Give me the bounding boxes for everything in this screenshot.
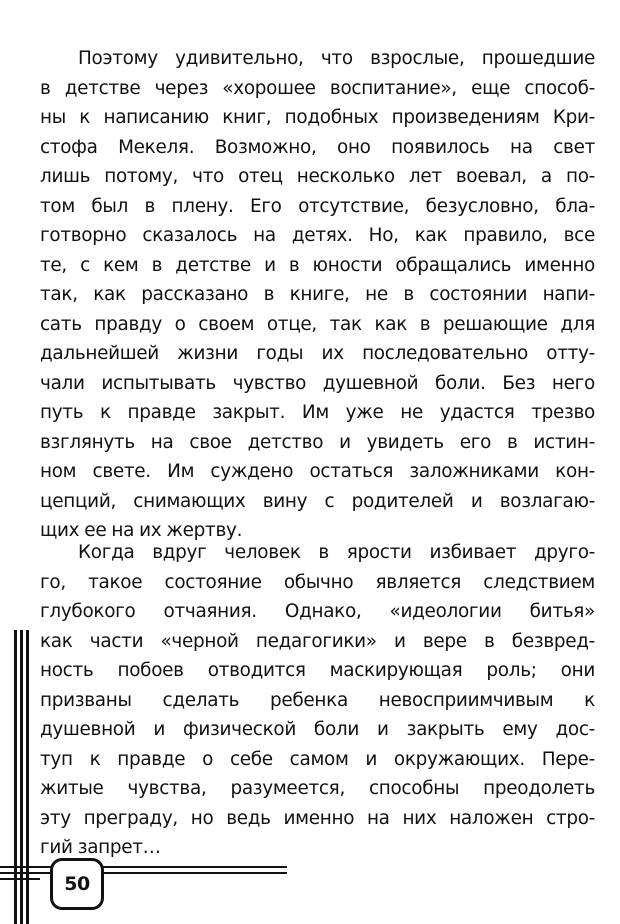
text-line: Когда вдруг человек в ярости избивает друго- [78,542,595,563]
text-line: Поэтому удивительно, что взрослые, прошедшие [78,48,595,69]
text-line: том был в плену. Его отсутствие, безусловно, бла- [40,195,595,217]
text-line: чали испытывать чувство душевной боли. Без него [40,372,595,394]
text-line: взглянуть на свое детство и увидеть его в истин- [40,431,595,453]
text-line: те, с кем в детстве и в юности обращались именно [40,254,595,276]
text-line: ны к написанию книг, подобных произведениям Кри- [40,107,595,128]
text-line: сать правду о своем отце, так как в решающие для [40,313,595,335]
page-number: 50 [64,873,90,895]
text-line: душевной и физической боли и закрыть ему дос- [40,719,595,740]
text-line: ном свете. Им суждено остаться заложниками кон- [40,461,595,482]
text-line: житые чувства, разумеется, способны преодолеть [40,778,595,799]
footer-rule [0,878,40,880]
text-line: гий запрет… [40,837,161,858]
text-line: готворно сказалось на детях. Но, как правило, все [40,225,595,246]
footer-rule [0,872,287,874]
text-line: туп к правде о себе самом и окружающих. Пере- [40,748,595,770]
text-line: в детстве через «хорошее воспитание», еще способ- [40,77,595,99]
text-line: цепций, снимающих вину с родителей и возлагаю- [40,490,595,512]
text-line: ность побоев отводится маскирующая роль; они [40,660,595,681]
text-line: призваны сделать ребенка невосприимчивым к [40,689,595,711]
text-line: так, как рассказано в книге, не в состоянии напи- [40,284,595,305]
text-line: эту преграду, но ведь именно на них наложен стро- [40,807,595,829]
text-line: глубокого отчаяния. Однако, «идеологии битья» [40,601,595,622]
text-line: как части «черной педагогики» и вере в безвред- [40,630,595,652]
page-number-frame [50,858,104,910]
text-line: лишь потому, что отец несколько лет воевал, а по- [40,166,595,187]
paragraph-2 [40,538,595,863]
text-line: стофа Мекеля. Возможно, оно появилось на свет [40,136,595,158]
paragraph-1 [40,44,595,546]
text-line: путь к правде закрыт. Им уже не удастся трезво [40,402,595,423]
text-line: щих ее на их жертву. [40,520,243,541]
text-line: го, такое состояние обычно является следствием [40,571,595,593]
text-line: дальнейшей жизни годы их последовательно отту- [40,343,595,364]
footer-rule [0,866,287,868]
